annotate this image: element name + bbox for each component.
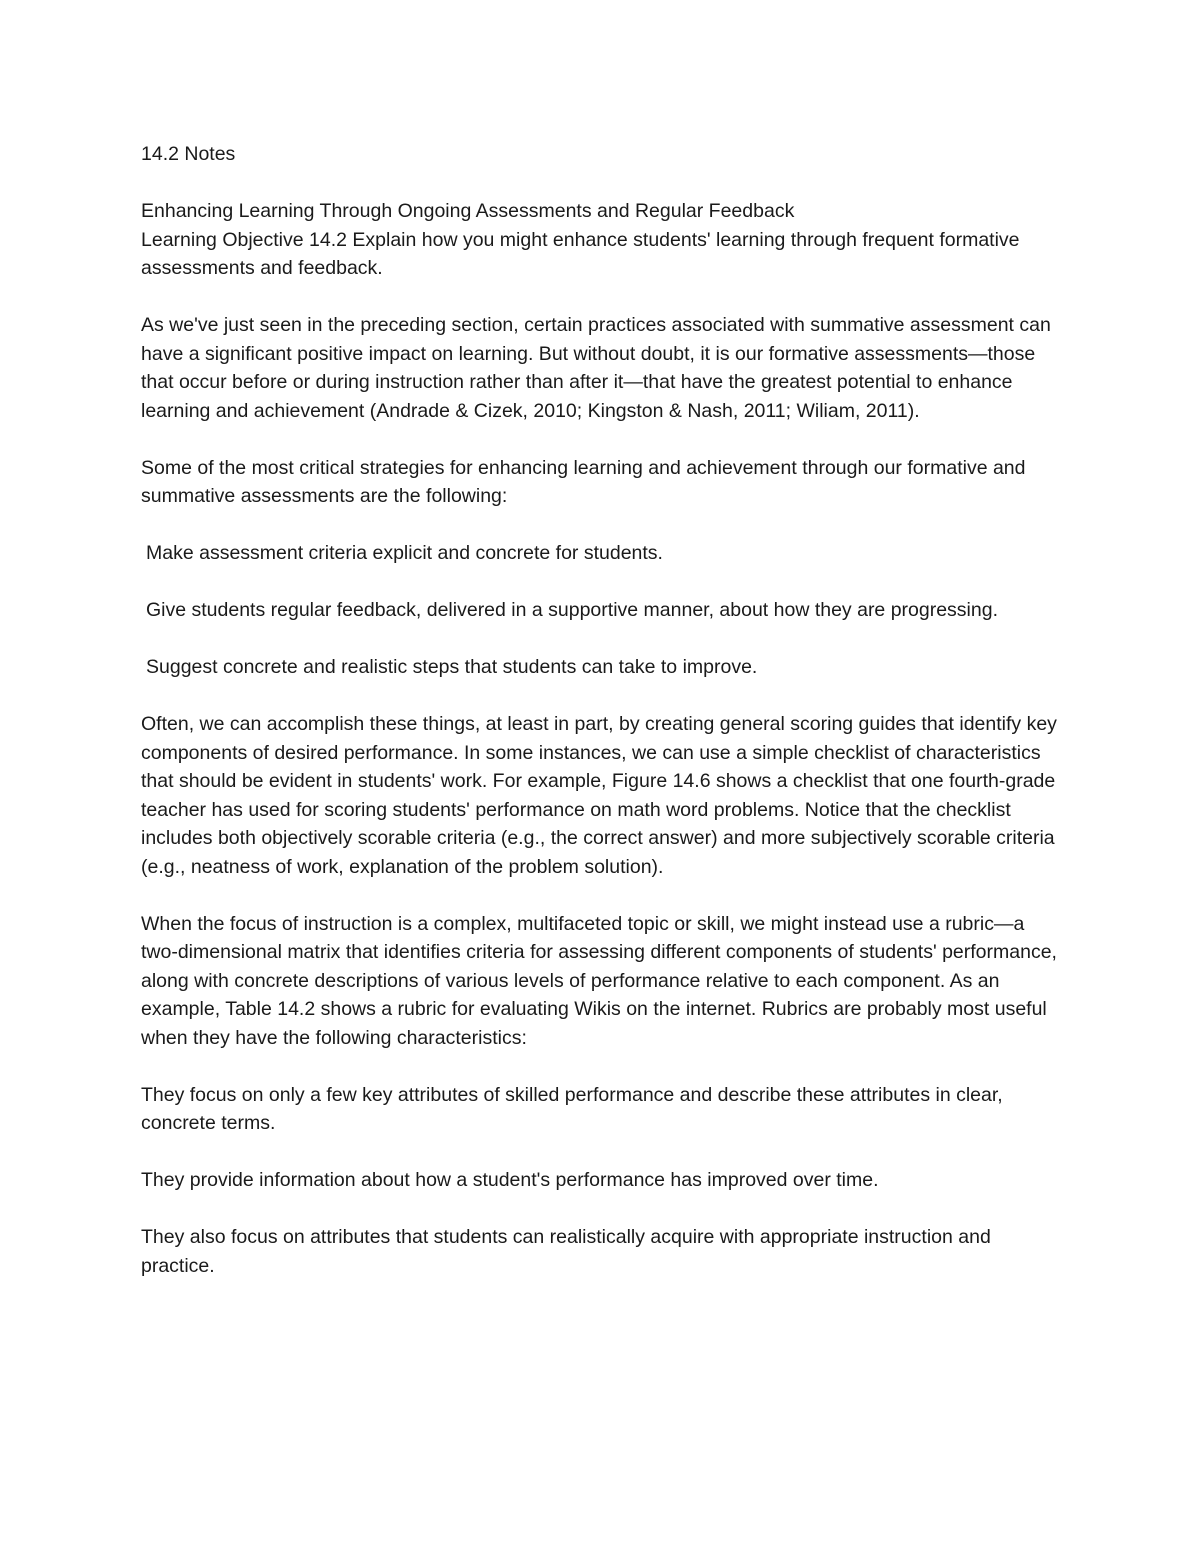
paragraph-4: When the focus of instruction is a complex, multifaceted topic or skill, we might instead use a rubric—a two-dimensional matrix that identifies criteria for assessing different components of students' performance, along with concrete descriptions of various levels of performance relative to each component. As an example, Table 14.2 shows a rubric for evaluating Wikis on the internet. Rubrics are probably most useful when they have the following characteristics: xyxy=(141,912,1063,1049)
characteristic-item-1: They focus on only a few key attributes of skilled performance and describe these attributes in clear, concrete terms. xyxy=(141,1083,1009,1134)
document-title: 14.2 Notes xyxy=(141,143,236,165)
strategy-item-3: Suggest concrete and realistic steps that students can take to improve. xyxy=(146,656,758,678)
paragraph-3: Often, we can accomplish these things, at least in part, by creating general scoring guides that identify key components of desired performance. In some instances, we can use a simple checklist of characteristics that should be evident in students' work. For example, Figure 14.6 shows a checklist that one fourth-grade teacher has used for scoring students' performance on math word problems. Notice that the checklist includes both objectively scorable criteria (e.g., the correct answer) and more subjectively scorable criteria (e.g., neatness of work, explanation of the problem solution). xyxy=(141,713,1063,878)
section-heading: Enhancing Learning Through Ongoing Assessments and Regular Feedback xyxy=(141,200,795,222)
paragraph-1: As we've just seen in the preceding section, certain practices associated with summative assessment can have a significant positive impact on learning. But without doubt, it is our formative assessments—those that occur before or during instruction rather than after it—that have the greatest potential to enhance learning and achievement (Andrade & Cizek, 2010; Kingston & Nash, 2011; Wiliam, 2011). xyxy=(141,314,1057,422)
characteristic-item-3: They also focus on attributes that students can realistically acquire with appropriate instruction and practice. xyxy=(141,1226,997,1277)
document-page xyxy=(141,140,1061,1309)
strategy-item-2: Give students regular feedback, delivered in a supportive manner, about how they are progressing. xyxy=(146,599,999,621)
strategy-item-1: Make assessment criteria explicit and concrete for students. xyxy=(146,542,663,564)
characteristic-item-2: They provide information about how a student's performance has improved over time. xyxy=(141,1169,879,1191)
paragraph-2: Some of the most critical strategies for enhancing learning and achievement through our formative and summative assessments are the following: xyxy=(141,456,1031,507)
learning-objective: Learning Objective 14.2 Explain how you might enhance students' learning through frequent formative assessments and feedback. xyxy=(141,228,1025,279)
